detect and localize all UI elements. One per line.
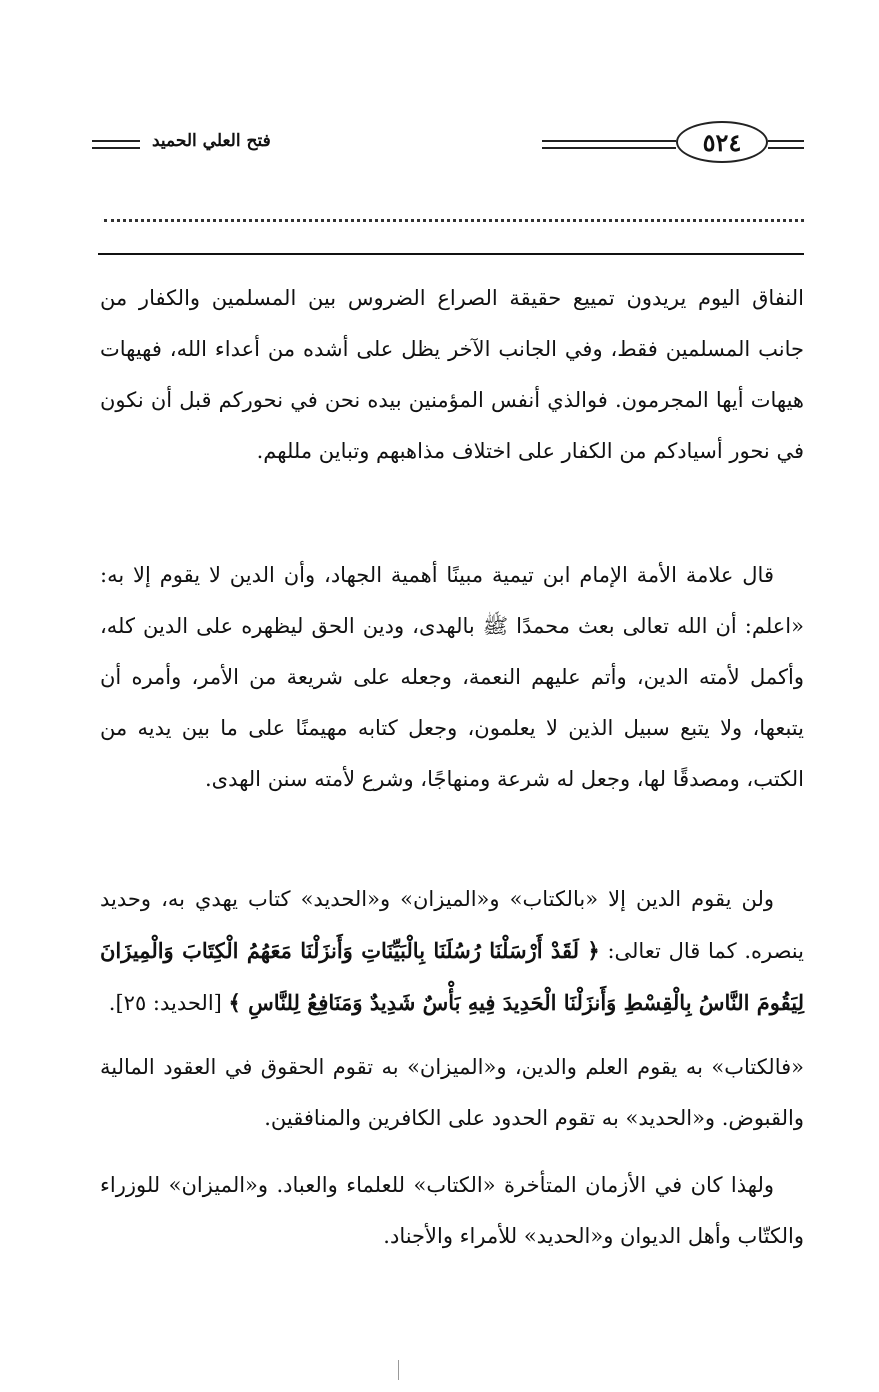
quran-verse: ﴿ لَقَدْ أَرْسَلْنَا رُسُلَنَا بِالْبَيِّنَاتِ وَأَنزَلْنَا مَعَهُمُ الْكِتَابَ وَالْمِيزَانَ لِيَقُومَ النَّاسُ بِالْقِسْطِ وَأَنزَلْنَا الْحَدِيدَ فِيهِ بَأْسٌ شَدِيدٌ وَمَنَافِعُ لِلنَّاسِ ﴾: [100, 938, 804, 1015]
footnote-rule: [98, 253, 804, 255]
header-rule-left-2: [92, 147, 140, 149]
quran-reference: [الحديد: ٢٥].: [108, 991, 229, 1015]
paragraph-4: [100, 1042, 804, 1144]
dotted-separator: [104, 205, 804, 222]
paragraph-4-text: «فالكتاب» به يقوم العلم والدين، و«الميزان» به تقوم الحقوق في العقود المالية والقبوض. و«الحديد» به تقوم الحدود على الكافرين والمنافقين.: [100, 1055, 804, 1130]
header-rule-mid-1: [542, 140, 676, 142]
book-title: فتح العلي الحميد: [152, 131, 271, 151]
paragraph-2: [100, 550, 804, 805]
header-rule-mid-2: [542, 147, 676, 149]
paragraph-1: [100, 273, 804, 477]
paragraph-5: [100, 1160, 804, 1262]
header-rule-left-1: [92, 140, 140, 142]
header-rule-right-1: [768, 140, 804, 142]
scan-mark: [398, 1360, 399, 1380]
paragraph-3-text: ولن يقوم الدين إلا «بالكتاب» و«الميزان» و«الحديد» كتاب يهدي به، وحديد ينصره. كما قال تعالى:: [100, 887, 804, 963]
paragraph-5-text: ولهذا كان في الأزمان المتأخرة «الكتاب» للعلماء والعباد. و«الميزان» للوزراء والكتّاب وأهل الديوان و«الحديد» للأمراء والأجناد.: [100, 1173, 804, 1248]
paragraph-1-text: النفاق اليوم يريدون تمييع حقيقة الصراع الضروس بين المسلمين والكفار من جانب المسلمين فقط، وفي الجانب الآخر يظل على أشده من أعداء الله، فهيهات هيهات أيها المجرمون. فوالذي أنفس المؤمنين بيده نحن في نحوركم قبل أن نكون في نحور أسيادكم من الكفار على اختلاف مذاهبهم وتباين مللهم.: [100, 286, 804, 463]
header-rule-right-2: [768, 147, 804, 149]
paragraph-2-text: قال علامة الأمة الإمام ابن تيمية مبينًا أهمية الجهاد، وأن الدين لا يقوم إلا به: «اعلم: أن الله تعالى بعث محمدًا ﷺ بالهدى، ودين الحق ليظهره على الدين كله، وأكمل لأمته الدين، وأتم عليهم النعمة، وجعله على شريعة من الأمر، وأمره أن يتبعها، ولا يتبع سبيل الذين لا يعلمون، وجعل كتابه مهيمنًا على ما بين يديه من الكتب، ومصدقًا لها، وجعل له شرعة ومنهاجًا، وشرع لأمته سنن الهدى.: [100, 563, 804, 791]
paragraph-3: [100, 874, 804, 1029]
page-number: ٥٢٤: [676, 121, 768, 163]
